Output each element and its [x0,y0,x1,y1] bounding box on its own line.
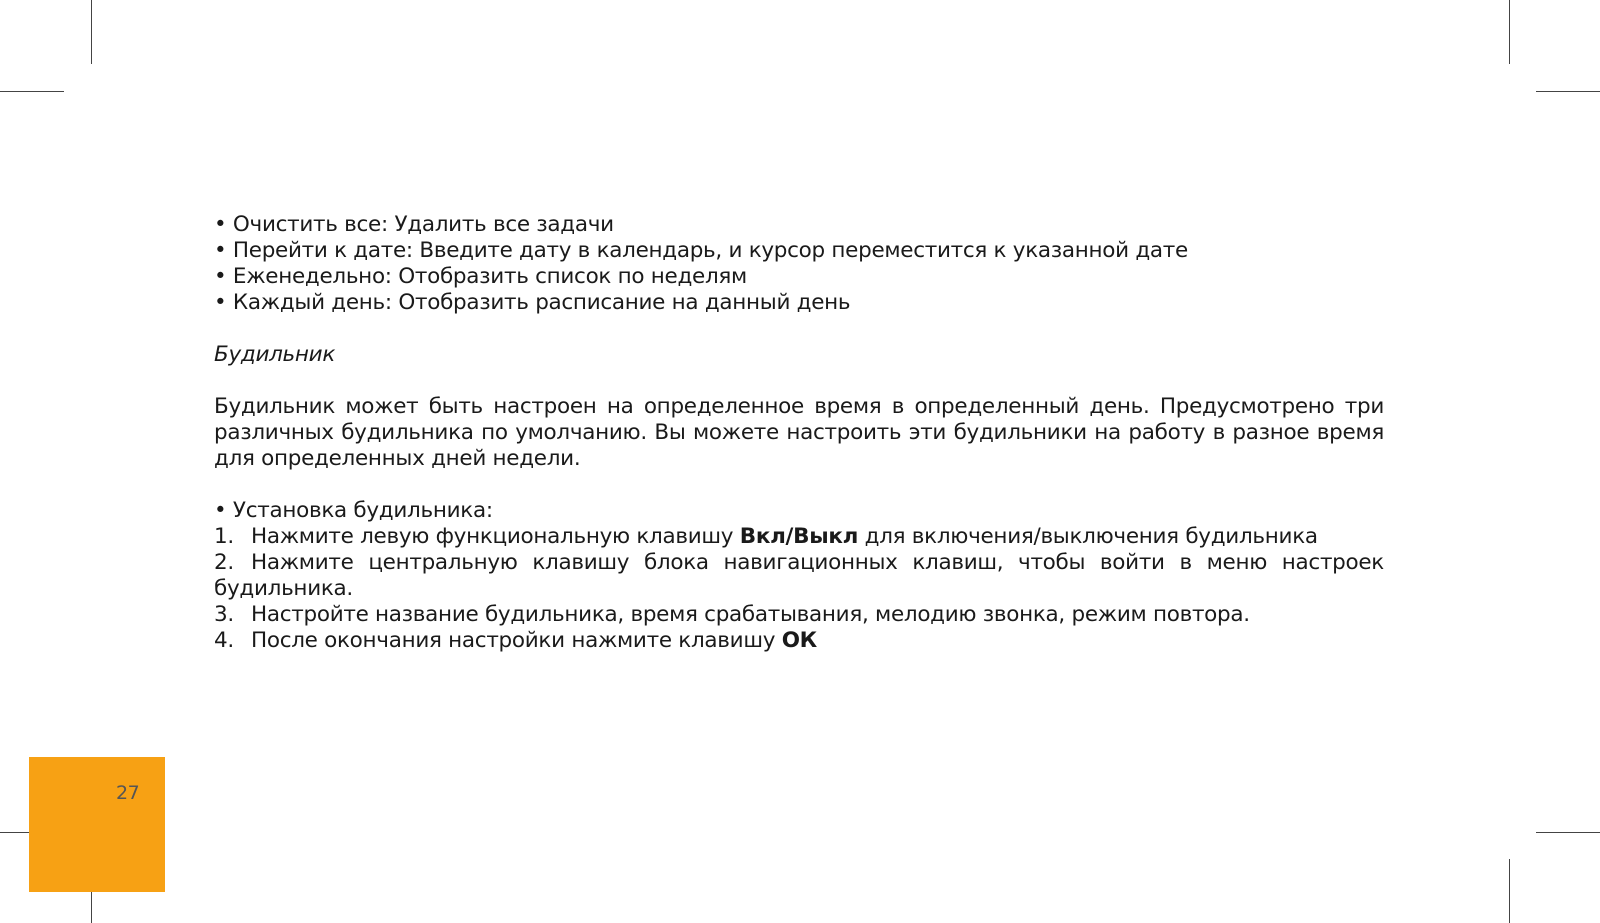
crop-mark-bottom-right-horizontal [1536,832,1600,833]
step-3 [214,602,1384,628]
step-key-label: Вкл/Выкл [739,524,859,549]
step-number: 1. [214,524,234,549]
step-text: Нажмите левую функциональную клавишу [251,524,740,549]
step-text: Нажмите центральную клавишу блока навигационных клавиш, чтобы войти в меню настроек будильника. [214,550,1384,601]
page-number: 27 [116,782,140,804]
intro-paragraph: Будильник может быть настроен на определенное время в определенный день. Предусмотрено три различных будильника по умолчанию. Вы можете настроить эти будильники на работу в разное время для определенных дней недели. [214,394,1384,471]
step-2 [214,550,1384,602]
spacer [214,472,1384,498]
crop-mark-top-left-horizontal [0,91,64,92]
bullet-clear-all: • Очистить все: Удалить все задачи [214,212,614,237]
step-number: 3. [214,602,234,627]
crop-mark-top-left-vertical [91,0,92,64]
crop-mark-top-right-horizontal [1536,91,1600,92]
spacer [214,368,1384,394]
step-4 [214,628,1384,654]
step-number: 2. [214,550,234,575]
step-text: После окончания настройки нажмите клавишу [251,628,782,653]
page-number-badge [29,757,165,892]
bullet-go-to-date: • Перейти к дате: Введите дату в календарь, и курсор переместится к указанной дате [214,238,1188,263]
setup-heading: • Установка будильника: [214,498,493,523]
step-key-label: ОК [781,628,817,653]
bullet-weekly: • Еженедельно: Отобразить список по неделям [214,264,747,289]
step-text: Настройте название будильника, время срабатывания, мелодию звонка, режим повтора. [251,602,1250,627]
crop-mark-bottom-right-vertical [1509,859,1510,923]
section-title: Будильник [214,342,336,367]
step-1 [214,524,1384,550]
step-text-after: для включения/выключения будильника [858,524,1318,549]
crop-mark-top-right-vertical [1509,0,1510,64]
document-body [214,212,1384,654]
spacer [214,316,1384,342]
step-number: 4. [214,628,234,653]
bullet-daily: • Каждый день: Отобразить расписание на данный день [214,290,851,315]
